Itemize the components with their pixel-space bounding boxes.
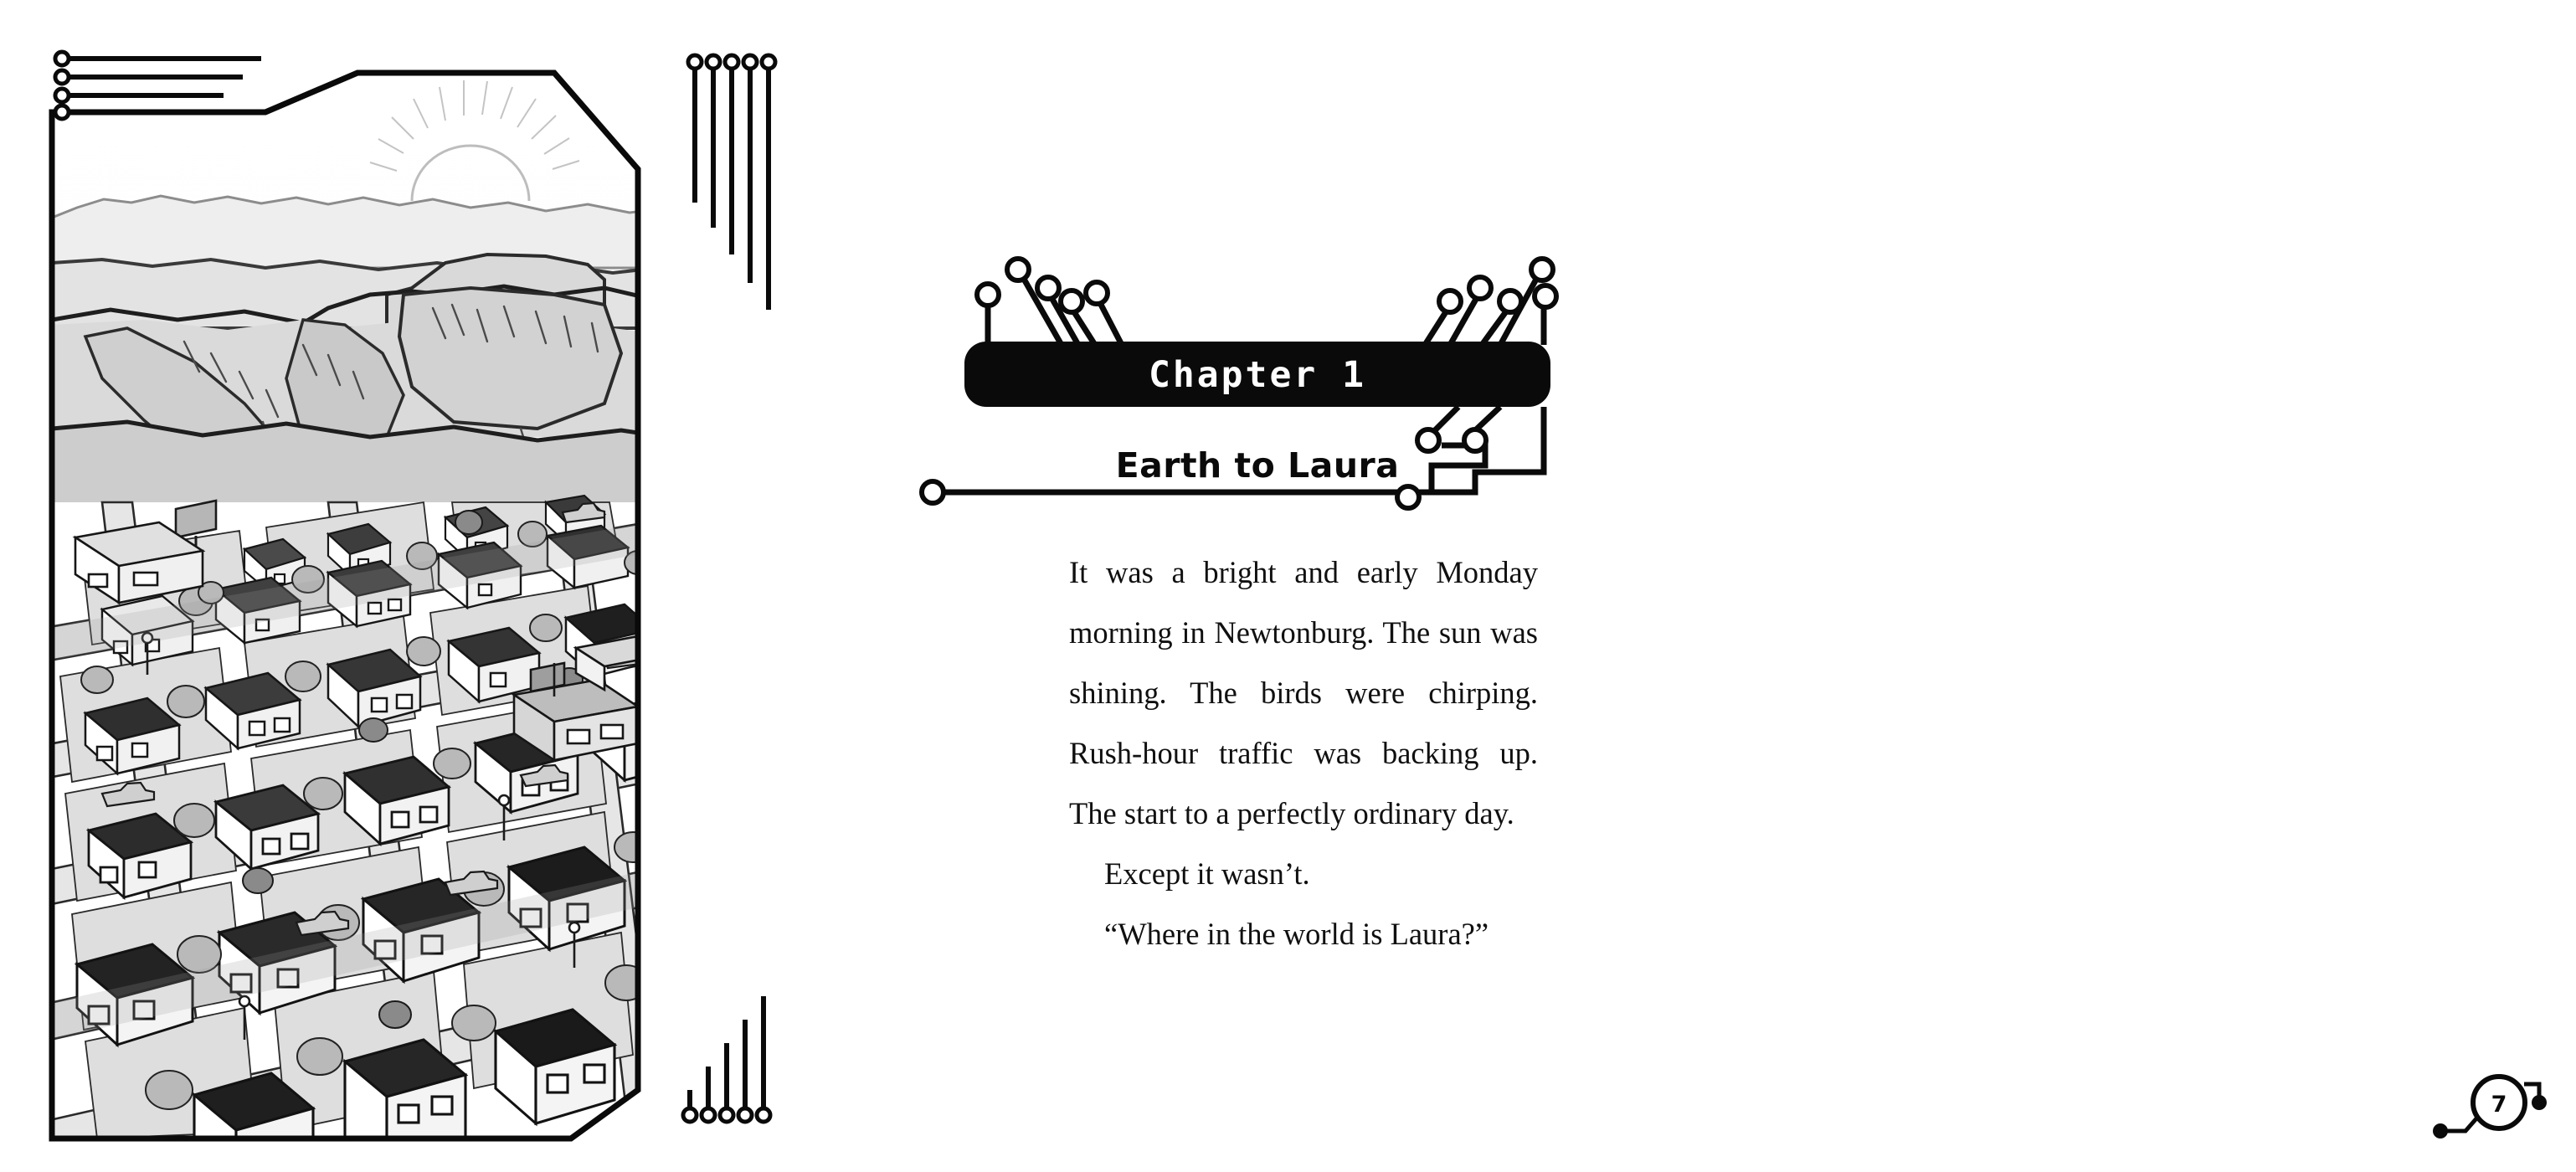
paragraph-3: “Where in the world is Laura?” <box>1104 917 1489 951</box>
page-number-label: 7 <box>2491 1092 2507 1118</box>
page-trace-dot-left <box>2433 1123 2448 1139</box>
town-illustration <box>52 44 841 1139</box>
paragraph-2: Except it wasn’t. <box>1104 856 1310 891</box>
frame-nodes-top-left <box>55 52 261 119</box>
lower-shelf <box>52 422 688 512</box>
right-page-text-panel <box>881 0 2507 1172</box>
chapter-header-graphic <box>923 251 1726 519</box>
chapter-banner-label: Chapter 1 <box>1149 354 1366 396</box>
frame-nodes-bottom-right <box>683 996 770 1122</box>
illustration-scene <box>35 44 705 1160</box>
chapter-body-text <box>1069 542 1538 964</box>
illustration-frame <box>52 44 841 1139</box>
far-ridge <box>52 196 688 268</box>
chapter-header <box>923 251 1726 519</box>
page-trace-dot-right <box>2532 1095 2547 1110</box>
left-page-illustration-panel <box>0 0 881 1172</box>
paragraph-1: It was a bright and early Monday morning in Newtonburg. The sun was shining. The birds were chirping. Rush-hour traffic was backing up. The start to a perfectly ordinary day. <box>1069 555 1538 830</box>
chapter-nodes-top <box>977 259 1556 312</box>
chapter-title: Earth to Laura <box>1115 445 1400 486</box>
page-number <box>2425 1051 2576 1151</box>
frame-nodes-top-right <box>688 55 775 310</box>
page-number-graphic <box>2425 1051 2576 1151</box>
